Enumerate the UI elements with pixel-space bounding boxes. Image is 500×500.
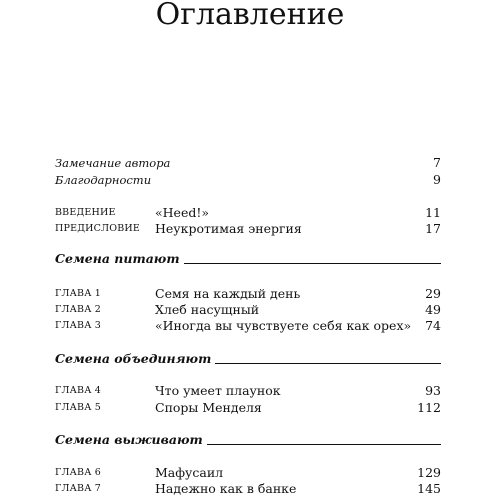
section-title: Семена объединяют [55,351,212,366]
toc-entry-page: 145 [417,481,441,496]
toc-entry-label: ГЛАВА 5 [55,402,102,413]
toc-entry-label: ГЛАВА 6 [55,467,102,478]
toc-entry-chapter-6 [55,465,441,481]
section-divider [215,363,441,364]
toc-entry-page: 112 [417,400,441,415]
toc-entry-name: Хлеб насущный [155,302,260,317]
toc-entry-page: 7 [433,155,441,170]
section-heading [55,249,441,267]
toc-entry-introduction [55,205,441,221]
toc-entry-chapter-4 [55,383,441,399]
toc-entry-chapter-1 [55,286,441,302]
toc-entry-preface [55,221,441,237]
toc-entry-chapter-3 [55,318,441,334]
section-heading [55,349,441,367]
toc-entry-name: Надежно как в банке [155,481,297,496]
toc-entry-name: «Heed!» [155,205,210,220]
toc-entry-page: 49 [425,302,441,317]
toc-entry-name: Неукротимая энергия [155,221,302,236]
section-divider [184,263,441,264]
toc-entry-name: Благодарности [55,173,152,187]
toc-entry-chapter-2 [55,302,441,318]
toc-entry-name: Замечание автора [55,156,171,170]
section-heading [55,430,441,448]
toc-entry-label: ГЛАВА 1 [55,288,102,299]
toc-entry-label: ГЛАВА 7 [55,483,102,494]
toc-entry-page: 93 [425,383,441,398]
toc-entry-name: Что умеет плаунок [155,383,281,398]
section-title: Семена выживают [55,432,203,447]
section-title: Семена питают [55,251,180,266]
toc-entry-label: ВВЕДЕНИЕ [55,207,116,218]
toc-entry-page: 29 [425,286,441,301]
toc-entry-chapter-7 [55,481,441,497]
toc-entry-page: 129 [417,465,441,480]
toc-entry-page: 17 [425,221,441,236]
toc-entry-label: ГЛАВА 4 [55,385,102,396]
toc-entry-name: Мафусаил [155,465,224,480]
toc-entry-page: 9 [433,172,441,187]
toc-entry-page: 74 [425,318,441,333]
toc-entry-name: «Иногда вы чувствуете себя как орех» [155,318,412,333]
toc-entry-acknowledgements [55,172,441,188]
toc-entry-name: Семя на каждый день [155,286,301,301]
toc-entry-label: ПРЕДИСЛОВИЕ [55,223,141,234]
toc-entry-label: ГЛАВА 2 [55,304,102,315]
page-title: Оглавление [155,0,345,32]
toc-entry-label: ГЛАВА 3 [55,320,102,331]
toc-entry-chapter-5 [55,400,441,416]
section-divider [207,444,441,445]
toc-entry-authors-note [55,155,441,171]
toc-entry-page: 11 [425,205,441,220]
toc-entry-name: Споры Менделя [155,400,262,415]
